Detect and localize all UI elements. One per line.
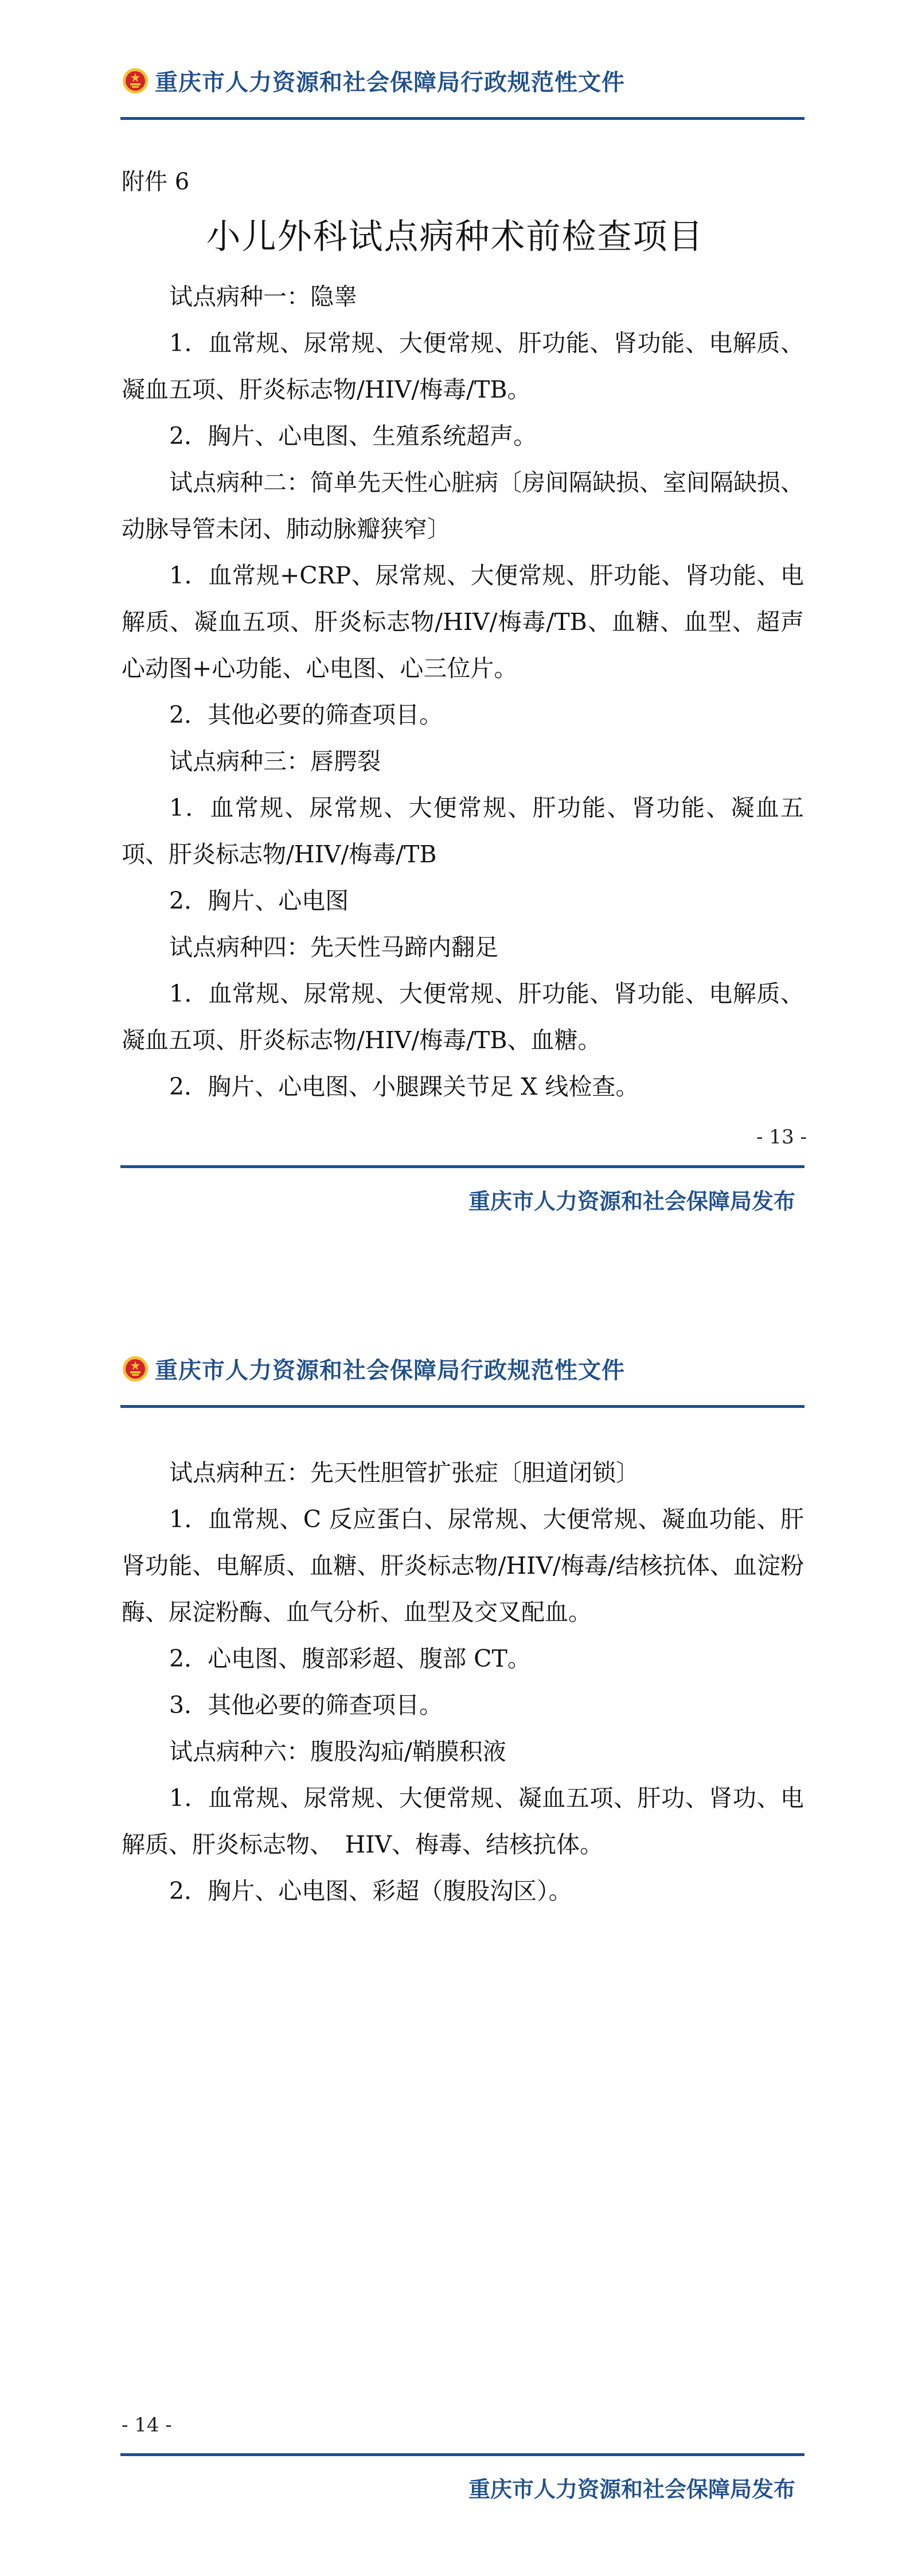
- document-header: [122, 1352, 625, 1385]
- national-emblem-icon: [122, 1355, 149, 1383]
- paragraph: 2．胸片、心电图、彩超（腹股沟区）。: [169, 1877, 572, 1905]
- paragraph: 2．胸片、心电图: [169, 887, 349, 915]
- page-number: - 13 -: [756, 1126, 807, 1149]
- page-14: [0, 1288, 910, 2576]
- page-number: - 14 -: [122, 2414, 172, 2437]
- header-rule: [120, 1405, 804, 1408]
- paragraph: 试点病种六：腹股沟疝/鞘膜积液: [169, 1738, 506, 1765]
- paragraph: 试点病种三：唇腭裂: [169, 748, 381, 775]
- paragraph: 2．胸片、心电图、生殖系统超声。: [169, 422, 537, 450]
- paragraph: 试点病种四：先天性马蹄内翻足: [169, 933, 498, 961]
- national-emblem-icon: [122, 67, 149, 95]
- footer-publisher: 重庆市人力资源和社会保障局发布: [468, 1189, 795, 1214]
- header-rule: [120, 117, 804, 120]
- footer-rule: [120, 2453, 804, 2456]
- paragraph: 1．血常规+CRP、尿常规、大便常规、肝功能、肾功能、电解质、凝血五项、肝炎标志物/HIV/梅毒/TB、血糖、血型、超声心动图+心功能、心电图、心三位片。: [122, 562, 804, 682]
- paragraph: 试点病种二：简单先天性心脏病〔房间隔缺损、室间隔缺损、动脉导管未闭、肺动脉瓣狭窄〕: [122, 469, 804, 543]
- footer-publisher: 重庆市人力资源和社会保障局发布: [468, 2477, 795, 2502]
- paragraph: 试点病种五：先天性胆管扩张症〔胆道闭锁〕: [169, 1459, 639, 1487]
- paragraph: 1．血常规、尿常规、大便常规、肝功能、肾功能、凝血五项、肝炎标志物/HIV/梅毒/TB: [122, 794, 804, 868]
- paragraph: 2．其他必要的筛查项目。: [169, 701, 443, 729]
- paragraph: 1．血常规、尿常规、大便常规、肝功能、肾功能、电解质、凝血五项、肝炎标志物/HIV/梅毒/TB。: [122, 329, 804, 403]
- paragraph: 2．心电图、腹部彩超、腹部 CT。: [169, 1645, 531, 1672]
- paragraph: 1．血常规、尿常规、大便常规、凝血五项、肝功、肾功、电解质、肝炎标志物、 HIV、梅毒、结核抗体。: [122, 1784, 804, 1858]
- document-body: [122, 1450, 804, 1915]
- attachment-label: 附件 6: [122, 169, 190, 195]
- header-title: 重庆市人力资源和社会保障局行政规范性文件: [155, 1357, 625, 1384]
- document-header: [122, 64, 625, 97]
- document-body: [122, 274, 804, 1110]
- header-title: 重庆市人力资源和社会保障局行政规范性文件: [155, 69, 625, 96]
- paragraph: 试点病种一：隐睾: [169, 283, 357, 310]
- paragraph: 2．胸片、心电图、小腿踝关节足 X 线检查。: [169, 1073, 639, 1100]
- paragraph: 1．血常规、尿常规、大便常规、肝功能、肾功能、电解质、凝血五项、肝炎标志物/HIV/梅毒/TB、血糖。: [122, 980, 804, 1054]
- paragraph: 1．血常规、C 反应蛋白、尿常规、大便常规、凝血功能、肝肾功能、电解质、血糖、肝炎标志物/HIV/梅毒/结核抗体、血淀粉酶、尿淀粉酶、血气分析、血型及交叉配血。: [122, 1505, 804, 1626]
- document-title: 小儿外科试点病种术前检查项目: [206, 217, 704, 257]
- footer-rule: [120, 1165, 804, 1168]
- paragraph: 3．其他必要的筛查项目。: [169, 1691, 443, 1719]
